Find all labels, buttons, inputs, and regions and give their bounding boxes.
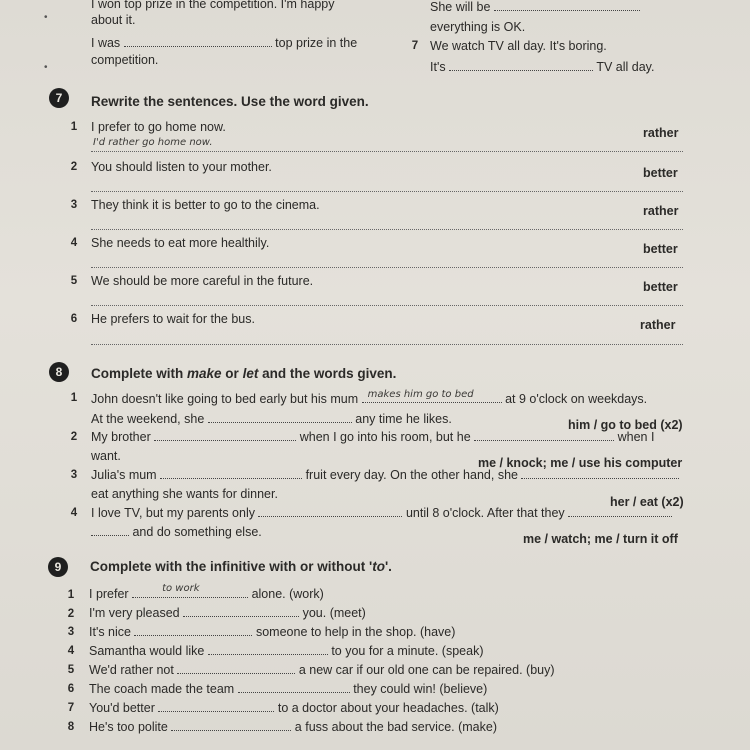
margin-dot: •	[44, 12, 48, 23]
item-number: 2	[67, 608, 75, 620]
answer-blank[interactable]	[449, 60, 593, 71]
item-number: 5	[67, 664, 75, 676]
answer-line[interactable]	[91, 191, 683, 192]
item-number: 2	[70, 431, 78, 443]
ex7-keyword-5: better	[643, 280, 678, 294]
ex9-item-5: We'd rather not a new car if our old one can be repaired. (buy)	[89, 663, 555, 677]
item-number: 7	[411, 40, 419, 52]
answer-blank[interactable]	[183, 606, 299, 617]
handwritten-answer: I'd rather go home now.	[93, 137, 213, 148]
top-right-line-2: everything is OK.	[430, 20, 526, 34]
item-number: 1	[70, 121, 78, 133]
answer-blank[interactable]	[521, 468, 679, 479]
item-number: 3	[67, 626, 75, 638]
answer-blank[interactable]	[154, 430, 296, 441]
ex8-item-4-line-2: and do something else.	[91, 525, 262, 539]
answer-blank[interactable]	[474, 430, 614, 441]
ex7-sentence-3: They think it is better to go to the cinema.	[91, 198, 320, 212]
ex7-keyword-3: rather	[643, 204, 679, 218]
ex7-keyword-1: rather	[643, 126, 679, 140]
answer-blank[interactable]	[134, 625, 252, 636]
item-number: 6	[67, 683, 75, 695]
answer-blank[interactable]	[568, 506, 672, 517]
ex8-keyword-4: me / watch; me / turn it off	[523, 532, 678, 546]
answer-blank[interactable]	[238, 682, 350, 693]
ex7-sentence-2: You should listen to your mother.	[91, 160, 272, 174]
ex9-item-6: The coach made the team they could win! (believe)	[89, 682, 488, 696]
ex9-item-4: Samantha would like to you for a minute. (speak)	[89, 644, 484, 658]
item-number: 1	[67, 589, 75, 601]
ex8-item-2-line-1: My brother when I go into his room, but he when I	[91, 430, 655, 444]
top-right-line-1: She will be	[430, 0, 640, 14]
margin-dot: •	[44, 62, 48, 73]
item-number: 3	[70, 469, 78, 481]
answer-line[interactable]	[91, 267, 683, 268]
ex7-sentence-1: I prefer to go home now.	[91, 120, 226, 134]
ex8-item-2-line-2: want.	[91, 449, 121, 463]
answer-blank[interactable]	[124, 36, 272, 47]
answer-blank[interactable]	[362, 389, 502, 406]
exercise-7-title: Rewrite the sentences. Use the word given.	[91, 94, 369, 109]
exercise-9-title: Complete with the infinitive with or without 'to'.	[90, 559, 392, 574]
answer-line[interactable]	[91, 229, 683, 230]
ex9-item-7: You'd better to a doctor about your headaches. (talk)	[89, 701, 499, 715]
ex8-item-4-line-1: I love TV, but my parents only until 8 o'clock. After that they	[91, 506, 672, 520]
ex8-item-3-line-1: Julia's mum fruit every day. On the other hand, she	[91, 468, 679, 482]
exercise-9-badge: 9	[48, 557, 68, 577]
ex8-keyword-2: me / knock; me / use his computer	[478, 456, 683, 470]
answer-blank[interactable]	[158, 701, 274, 712]
answer-blank[interactable]	[177, 663, 295, 674]
ex8-item-3-line-2: eat anything she wants for dinner.	[91, 487, 278, 501]
ex9-item-1: I prefer to work alone. (work)	[89, 583, 324, 601]
item-number: 8	[67, 721, 75, 733]
item-number: 1	[70, 392, 78, 404]
exercise-8-badge: 8	[49, 362, 69, 382]
ex9-item-8: He's too polite a fuss about the bad service. (make)	[89, 720, 497, 734]
answer-blank[interactable]	[91, 525, 129, 536]
top-left-line-3: I was top prize in the	[91, 36, 358, 50]
ex7-sentence-6: He prefers to wait for the bus.	[91, 312, 255, 326]
ex8-keyword-3: her / eat (x2)	[610, 495, 684, 509]
answer-blank[interactable]	[132, 583, 248, 601]
top-left-line-2: about it.	[91, 13, 136, 27]
answer-blank[interactable]	[258, 506, 402, 517]
ex9-item-2: I'm very pleased you. (meet)	[89, 606, 366, 620]
top-left-line-1: I won top prize in the competition. I'm happy	[91, 0, 335, 11]
item-number: 2	[70, 161, 78, 173]
ex7-keyword-4: better	[643, 242, 678, 256]
ex8-item-1-line-1: John doesn't like going to bed early but his mum makes him go to bed at 9 o'clock on weekdays.	[91, 389, 648, 406]
top-right-line-3: We watch TV all day. It's boring.	[430, 39, 607, 53]
item-number: 7	[67, 702, 75, 714]
answer-blank[interactable]	[208, 644, 328, 655]
ex9-item-3: It's nice someone to help in the shop. (have)	[89, 625, 456, 639]
ex7-keyword-6: rather	[640, 318, 676, 332]
ex7-sentence-4: She needs to eat more healthily.	[91, 236, 270, 250]
exercise-8-title: Complete with make or let and the words given.	[91, 366, 397, 381]
answer-blank[interactable]	[171, 720, 291, 731]
answer-line[interactable]	[91, 305, 683, 306]
exercise-7-badge: 7	[49, 88, 69, 108]
item-number: 6	[70, 313, 78, 325]
ex8-item-1-line-2: At the weekend, she any time he likes.	[91, 412, 452, 426]
ex8-keyword-1: him / go to bed (x2)	[568, 418, 683, 432]
item-number: 3	[70, 199, 78, 211]
answer-blank[interactable]	[160, 468, 302, 479]
handwritten-answer: to work	[162, 583, 200, 594]
item-number: 4	[70, 507, 78, 519]
item-number: 4	[70, 237, 78, 249]
answer-line[interactable]	[91, 151, 683, 152]
handwritten-answer: makes him go to bed	[367, 389, 474, 400]
top-left-line-4: competition.	[91, 53, 159, 67]
answer-blank[interactable]	[494, 0, 640, 11]
item-number: 5	[70, 275, 78, 287]
item-number: 4	[67, 645, 75, 657]
answer-blank[interactable]	[208, 412, 352, 423]
ex7-sentence-5: We should be more careful in the future.	[91, 274, 314, 288]
top-right-line-4: It's TV all day.	[430, 60, 655, 74]
answer-line[interactable]	[91, 344, 683, 345]
ex7-keyword-2: better	[643, 166, 678, 180]
